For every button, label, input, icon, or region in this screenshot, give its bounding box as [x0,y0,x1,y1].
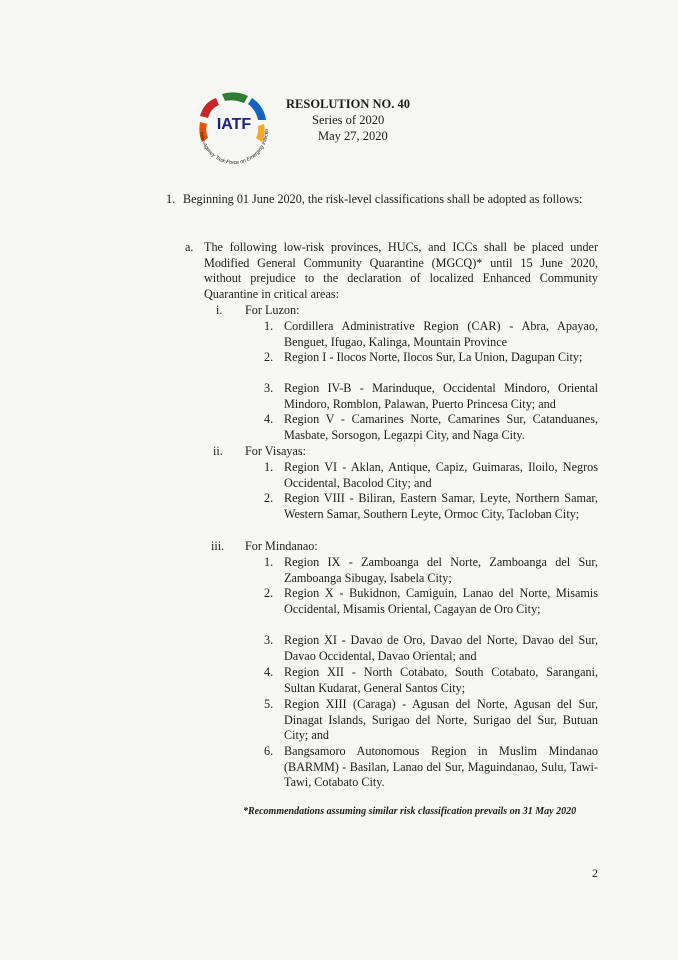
luzon-item-region-4b: Region IV-B - Marinduque, Occidental Mindoro, Oriental Mindoro, Romblon, Palawan, Puerto Princesa City; and [284,381,598,411]
mindanao-item-region-13: Region XIII (Caraga) - Agusan del Norte, Agusan del Sur, Dinagat Islands, Surigao del Norte, Surigao del Sur, Butuan City; and [284,697,598,742]
roman-i: i. [216,303,223,317]
list-number: 2. [264,350,274,364]
footnote: *Recommendations assuming similar risk classification prevails on 31 May 2020 [243,806,577,817]
visayas-item-region-8: Region VIII - Biliran, Eastern Samar, Leyte, Northern Samar, Western Samar, Southern Leyte, Ormoc City, Tacloban City; [284,491,598,521]
item-number: 1. [166,192,176,206]
resolution-header [286,96,410,144]
page-number: 2 [592,866,598,880]
mindanao-item-region-11: Region XI - Davao de Oro, Davao del Norte, Davao del Sur, Davao Occidental, Davao Oriental; and [284,633,598,663]
logo-text: IATF [216,116,252,133]
list-number: 6. [264,744,274,758]
series-label: Series of 2020 [312,113,385,127]
item-a-text: The following low-risk provinces, HUCs, and ICCs shall be placed under Modified General Community Quarantine (MGCQ)* until 15 June 2020, without prejudice to the declaration of localized Enhanced Community Quarantine in critical areas: [204,240,598,301]
list-number: 1. [264,460,274,474]
roman-ii: ii. [213,444,223,458]
luzon-item-car: Cordillera Administrative Region (CAR) - Abra, Apayao, Benguet, Ifugao, Kalinga, Mountain Province [284,319,598,349]
resolution-date: May 27, 2020 [318,129,388,143]
luzon-item-region-5: Region V - Camarines Norte, Camarines Sur, Catanduanes, Masbate, Sorsogon, Legazpi City, and Naga City. [284,412,598,442]
roman-iii: iii. [211,539,225,553]
list-number: 3. [264,381,274,395]
list-number: 3. [264,633,274,647]
luzon-item-region-1: Region I - Ilocos Norte, Ilocos Sur, La Union, Dagupan City; [284,350,583,364]
visayas-item-region-6: Region VI - Aklan, Antique, Capiz, Guimaras, Iloilo, Negros Occidental, Bacolod City; and [284,460,598,490]
mindanao-label: For Mindanao: [245,539,318,553]
resolution-title: RESOLUTION NO. 40 [286,97,410,111]
iatf-logo [186,86,282,182]
mindanao-item-region-10: Region X - Bukidnon, Camiguin, Lanao del Norte, Misamis Occidental, Misamis Oriental, Cagayan de Oro City; [284,586,598,616]
list-number: 2. [264,586,274,600]
mindanao-item-region-12: Region XII - North Cotabato, South Cotabato, Sarangani, Sultan Kudarat, General Santos City; [284,665,598,695]
list-number: 4. [264,412,274,426]
list-number: 2. [264,491,274,505]
visayas-label: For Visayas: [245,444,306,458]
mindanao-item-region-9: Region IX - Zamboanga del Norte, Zamboanga del Sur, Zamboanga Sibugay, Isabela City; [284,555,598,585]
logo-ring-text: Inter-Agency Task Force on Emerging Infectio [198,128,271,167]
list-number: 4. [264,665,274,679]
list-number: 1. [264,319,274,333]
luzon-label: For Luzon: [245,303,300,317]
list-number: 5. [264,697,274,711]
mindanao-item-barmm: Bangsamoro Autonomous Region in Muslim Mindanao (BARMM) - Basilan, Lanao del Sur, Maguindanao, Sulu, Tawi-Tawi, Cotabato City. [284,744,598,789]
item-1-text: Beginning 01 June 2020, the risk-level classifications shall be adopted as follows: [183,192,583,206]
list-number: 1. [264,555,274,569]
item-letter: a. [185,240,194,254]
